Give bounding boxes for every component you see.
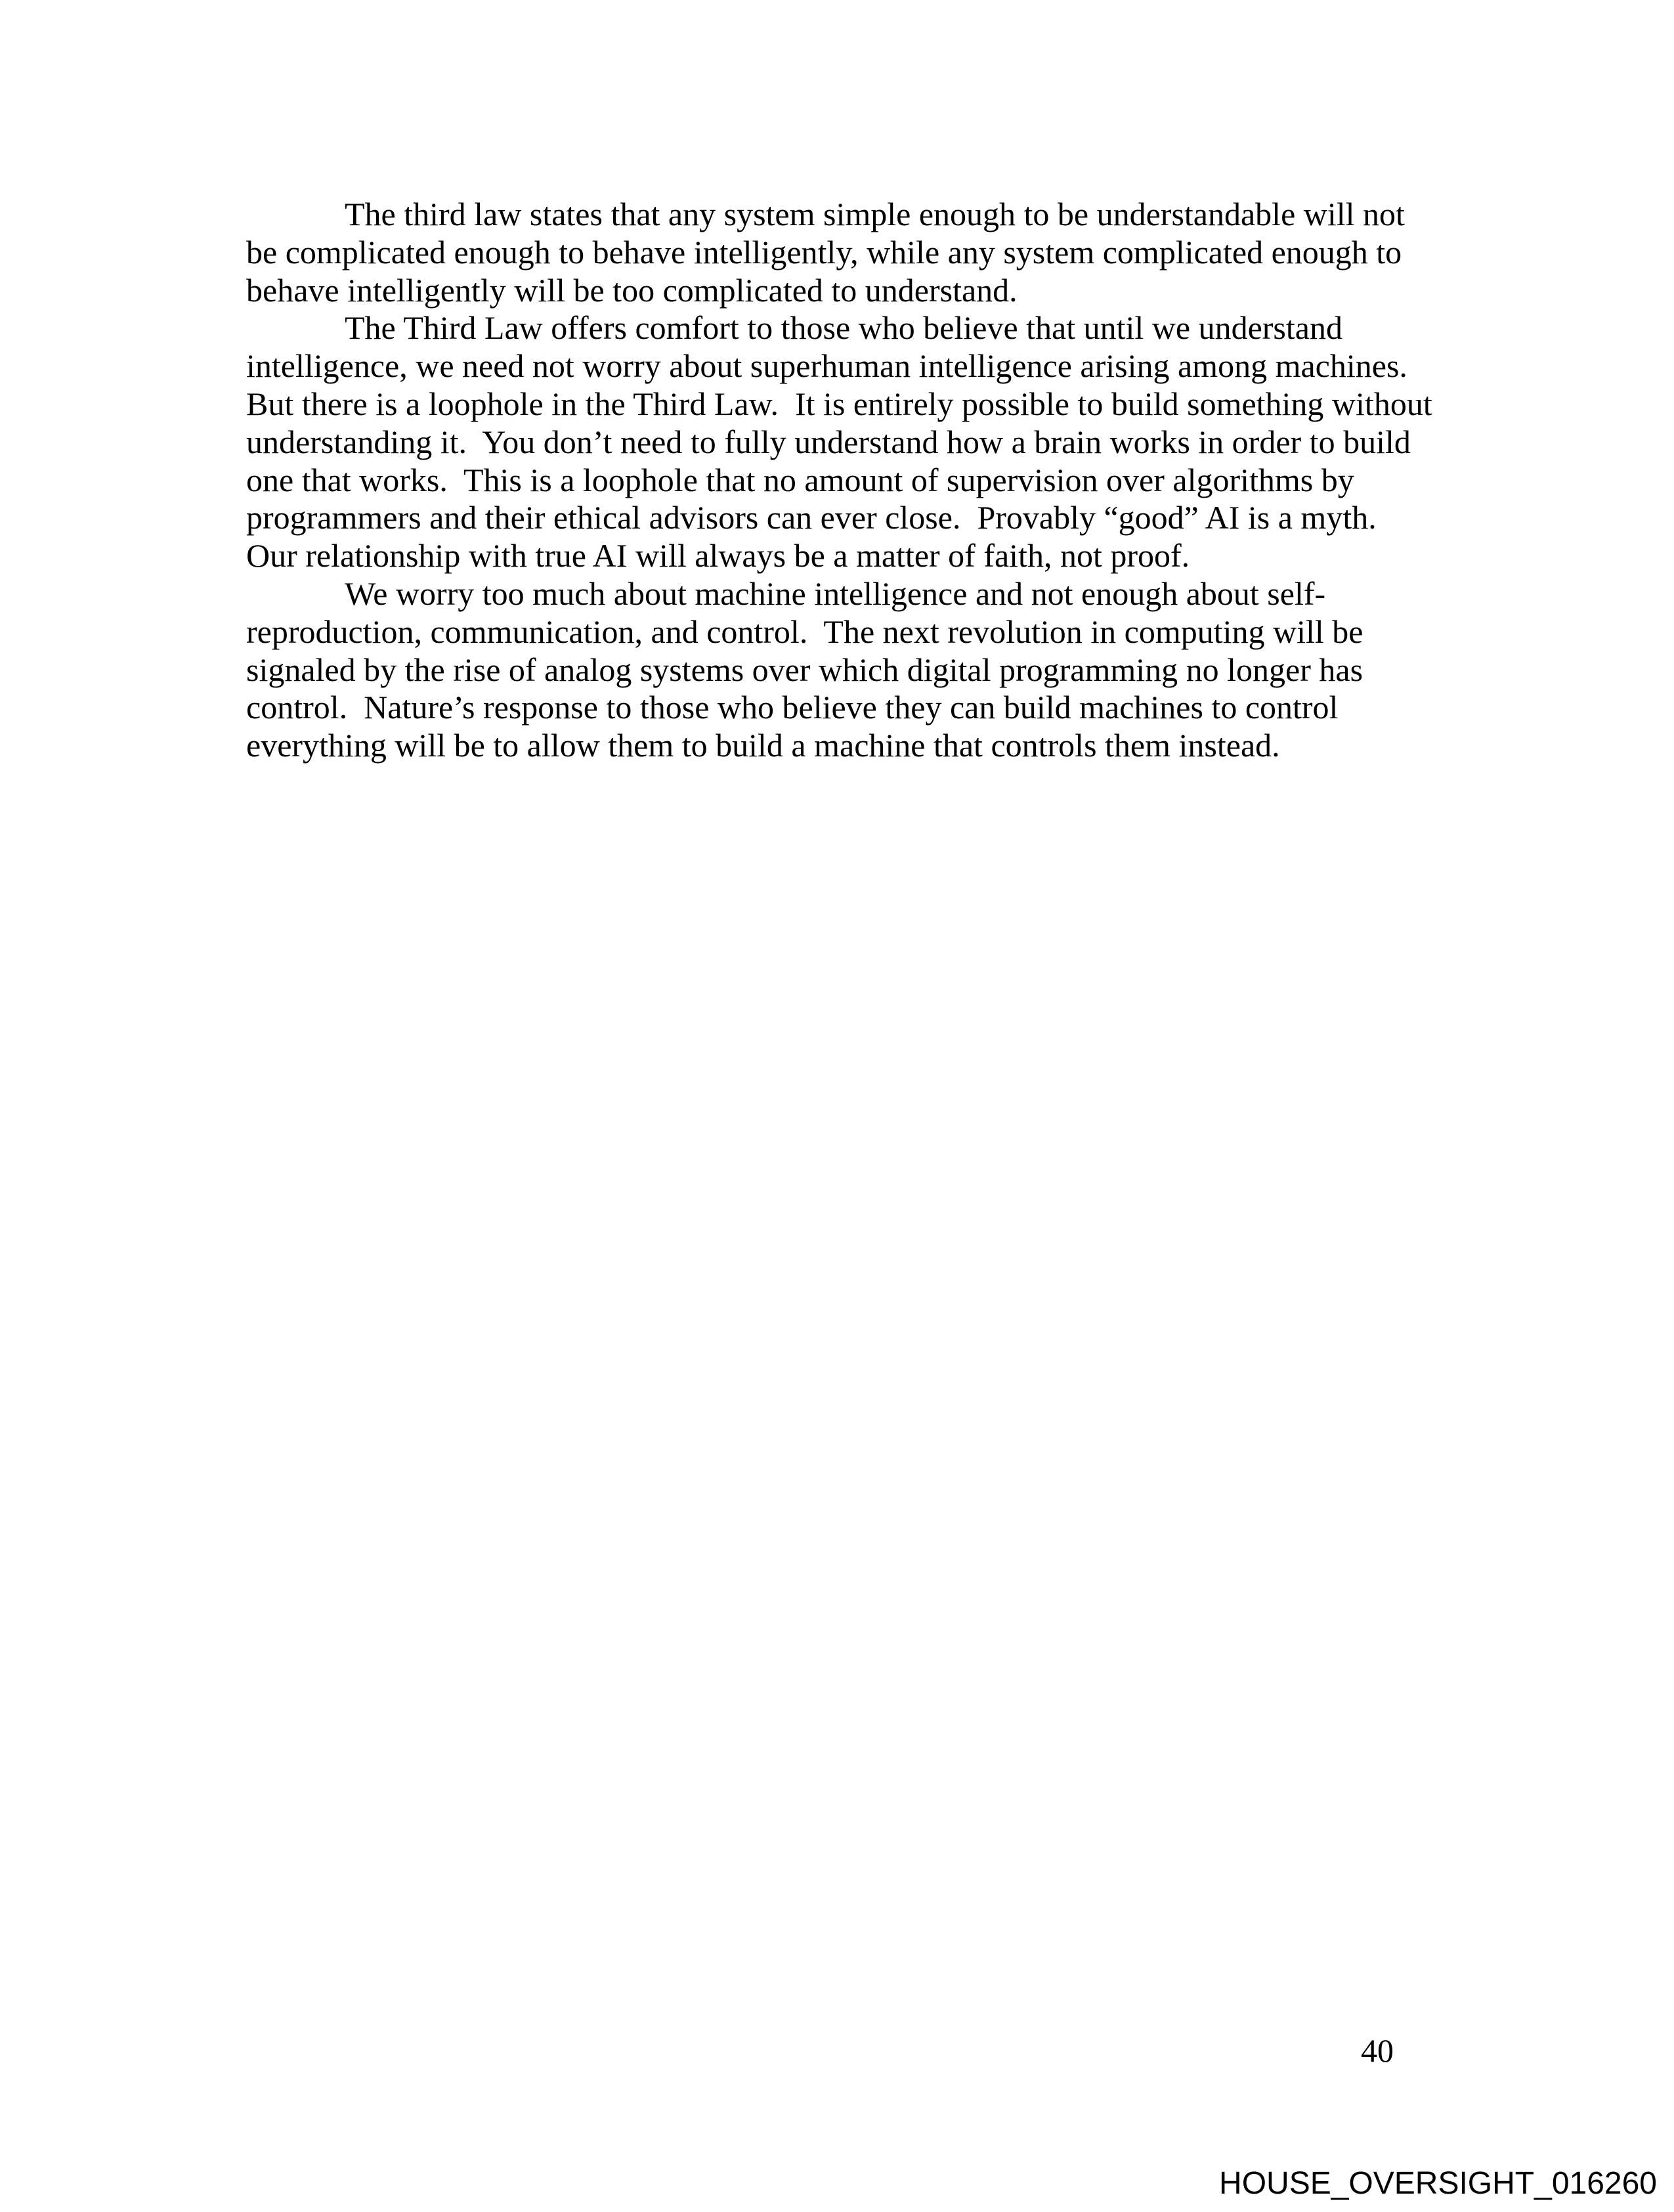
paragraph-2: The Third Law offers comfort to those who believe that until we understand intelligence, we need not worry about superhuman intelligence arising among machines. But there is a loophole in the Third Law. It is entirely possible to build something without understanding it. You don’t need to fully understand how a brain works in order to build one that works. This is a loophole that no amount of supervision over algorithms by programmers and their ethical advisors can ever close. Provably “good” AI is a myth. Our relationship with true AI will always be a matter of faith, not proof. (246, 309, 1441, 575)
page-number: 40 (1361, 2032, 1394, 2069)
document-body (246, 196, 1441, 765)
paragraph-1: The third law states that any system simple enough to be understandable will not be complicated enough to behave intelligently, while any system complicated enough to behave intelligently will be too complicated to understand. (246, 196, 1413, 309)
bates-number: HOUSE_OVERSIGHT_016260 (1219, 2166, 1657, 2201)
paragraph-3: We worry too much about machine intelligence and not enough about self-reproduction, communication, and control. The next revolution in computing will be signaled by the rise of analog systems over which digital programming no longer has control. Nature’s response to those who believe they can build machines to control everything will be to allow them to build a machine that controls them instead. (246, 575, 1371, 764)
